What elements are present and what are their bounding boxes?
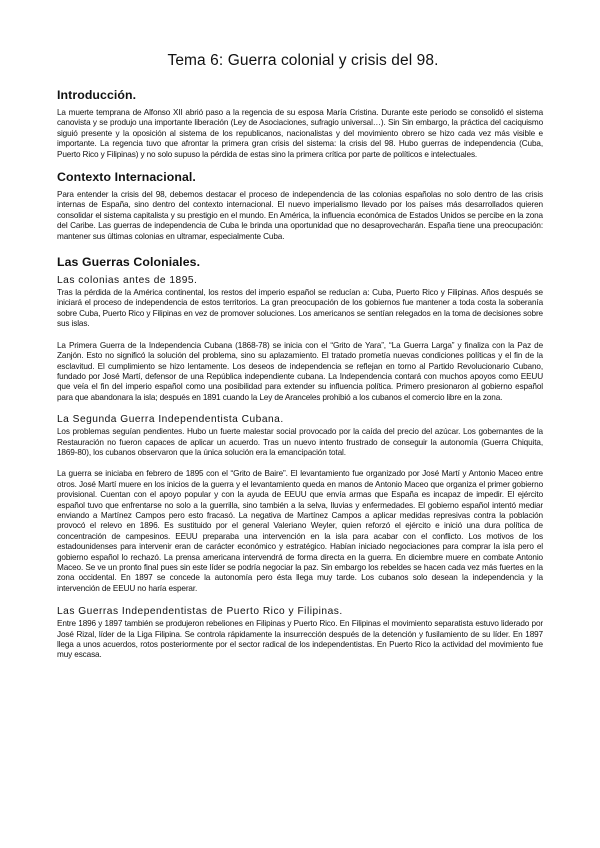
section-heading: Las Guerras Coloniales. [57, 255, 201, 270]
section-contexto-internacional [57, 170, 543, 242]
paragraph: La guerra se iniciaba en febrero de 1895 con el “Grito de Baire”. El levantamiento fue organizado por José Martí y Antonio Maceo entre otros. José Martí muere en los inicios de la guerra y el levantamiento queda en manos de Antonio Maceo que organiza el primer gobierno provisional. Cuentan con el apoyo popular y con la ayuda de EEUU que envía armas que España es incapaz de impedir. El ejército español tuvo que enfrentarse no solo a la guerrilla, sino también a la selva, lluvias y enfermedades. El gobierno español intentó mediar enviando a Martínez Campos pero esto fracasó. La negativa de Martínez Campos a aplicar medidas represivas contra la población provocó el relevo en 1896. Es sustituido por el general Valeriano Weyler, quien reforzó el ejército e inició una dura política de concentración de campesinos. EEUU preparaba una intervención en la isla para acabar con el conflicto. Los motivos de los estadounidenses para intervenir eran de carácter económico y estratégico. Habían iniciado negociaciones para comprar la isla pero el gobierno español lo rechazó. La prensa americana intervendrá de forma directa en la guerra. En diciembre muere en combate Antonio Maceo. Se ve un pronto final pues sin este líder se podría negociar la paz. Sin embargo los rebeldes se hacen cada vez más fuertes en la zona occidental. En 1897 se concede la autonomía pero ésta llega muy tarde. Los cubanos solo desean la independencia y la intervención de EEUU no haría esperar. [57, 469, 543, 593]
section-introduccion [57, 88, 543, 160]
subsection-heading: Las colonias antes de 1895. [57, 275, 198, 287]
paragraph: Entre 1896 y 1897 también se produjeron rebeliones en Filipinas y Puerto Rico. En Filipinas el movimiento separatista estuvo liderado por José Rizal, líder de la Liga Filipina. Se controla rápidamente la insurrección después de la detención y fusilamiento de su líder. En 1897 llega a unos acuerdos, rotos posteriormente por el sector radical de los independentistas. En Puerto Rico la actividad del movimiento fue muy escasa. [57, 619, 543, 660]
paragraph: Los problemas seguían pendientes. Hubo un fuerte malestar social provocado por la caída del precio del azúcar. Los gobernantes de la Restauración no fueron capaces de aplicar un acuerdo. Tras un nuevo intento frustrado de conseguir la autonomía (Guerra Chiquita, 1869-80), los cubanos observaron que la única solución era la emancipación total. [57, 427, 543, 457]
subsection-heading: Las Guerras Independentistas de Puerto Rico y Filipinas. [57, 606, 343, 618]
subsection-colonias-1895 [57, 275, 543, 403]
section-heading: Contexto Internacional. [57, 170, 196, 185]
page-title: Tema 6: Guerra colonial y crisis del 98. [167, 52, 439, 69]
subsection-puerto-rico-filipinas [57, 606, 543, 661]
subsection-segunda-guerra-cubana [57, 414, 543, 594]
paragraph: Tras la pérdida de la América continental, los restos del imperio español se reducían a: Cuba, Puerto Rico y Filipinas. Años después se iniciará el proceso de independencia de estos territorios. La gran preocupación de los gobiernos fue mantener a toda costa la soberanía sobre Cuba, Puerto Rico y Filipinas en vez de promover soluciones. Los americanos se sentían relegados en la toma de decisiones sobre sus islas. [57, 288, 543, 329]
paragraph: La muerte temprana de Alfonso XII abrió paso a la regencia de su esposa María Cristina. Durante este periodo se consolidó el sistema canovista y se produjo una importante liberación (Ley de Asociaciones, sufragio universal…). Sin Sin embargo, la práctica del caciquismo siguió presente y la oposición al sistema de los republicanos, nacionalistas y del movimiento obrero se hizo cada vez más visible e importante. La regencia tuvo que afrontar la primera gran crisis del sistema: la crisis del 98. Hubo guerras de independencia (Cuba, Puerto Rico y Filipinas) y no solo supuso la pérdida de estas sino la primera crítica por parte de políticos e intelectuales. [57, 108, 543, 159]
subsection-heading: La Segunda Guerra Independentista Cubana. [57, 414, 284, 426]
paragraph: La Primera Guerra de la Independencia Cubana (1868-78) se inicia con el “Grito de Yara”, “La Guerra Larga” y finaliza con la Paz de Zanjón. Esto no significó la solución del problema, sino su aplazamiento. El tratado prometía nuevas condiciones políticas y el fin de la esclavitud. El cumplimiento se hizo lentamente. Los deseos de independencia se reflejan en torno al Partido Revolucionario Cubano, fundado por José Martí, defensor de una República independiente cubana. La Independencia contará con muchos apoyos como EEUU que veía el fin del imperio español como una posibilidad para extender su influencia política. Primero presionaron al gobierno español para que abandonara la isla; después en 1891 cuando la Ley de Aranceles prohibió a los cubanos el comercio libre en la zona. [57, 340, 543, 402]
section-heading: Introducción. [57, 88, 137, 102]
paragraph: Para entender la crisis del 98, debemos destacar el proceso de independencia de las colonias españolas no solo dentro de las crisis internas de España, sino dentro del contexto internacional. El nuevo imperialismo llevado por los países más desarrollados quieren consolidar el sistema capitalista y su prestigio en el mundo. En América, la influencia económica de Estados Unidos se percibe en la zona del Caribe. Las guerras de independencia de Cuba le brinda una oportunidad que no desaprovecharán. España tiene una preocupación: mantener sus últimas colonias en ultramar, especialmente Cuba. [57, 190, 543, 241]
section-guerras-coloniales [57, 255, 543, 661]
